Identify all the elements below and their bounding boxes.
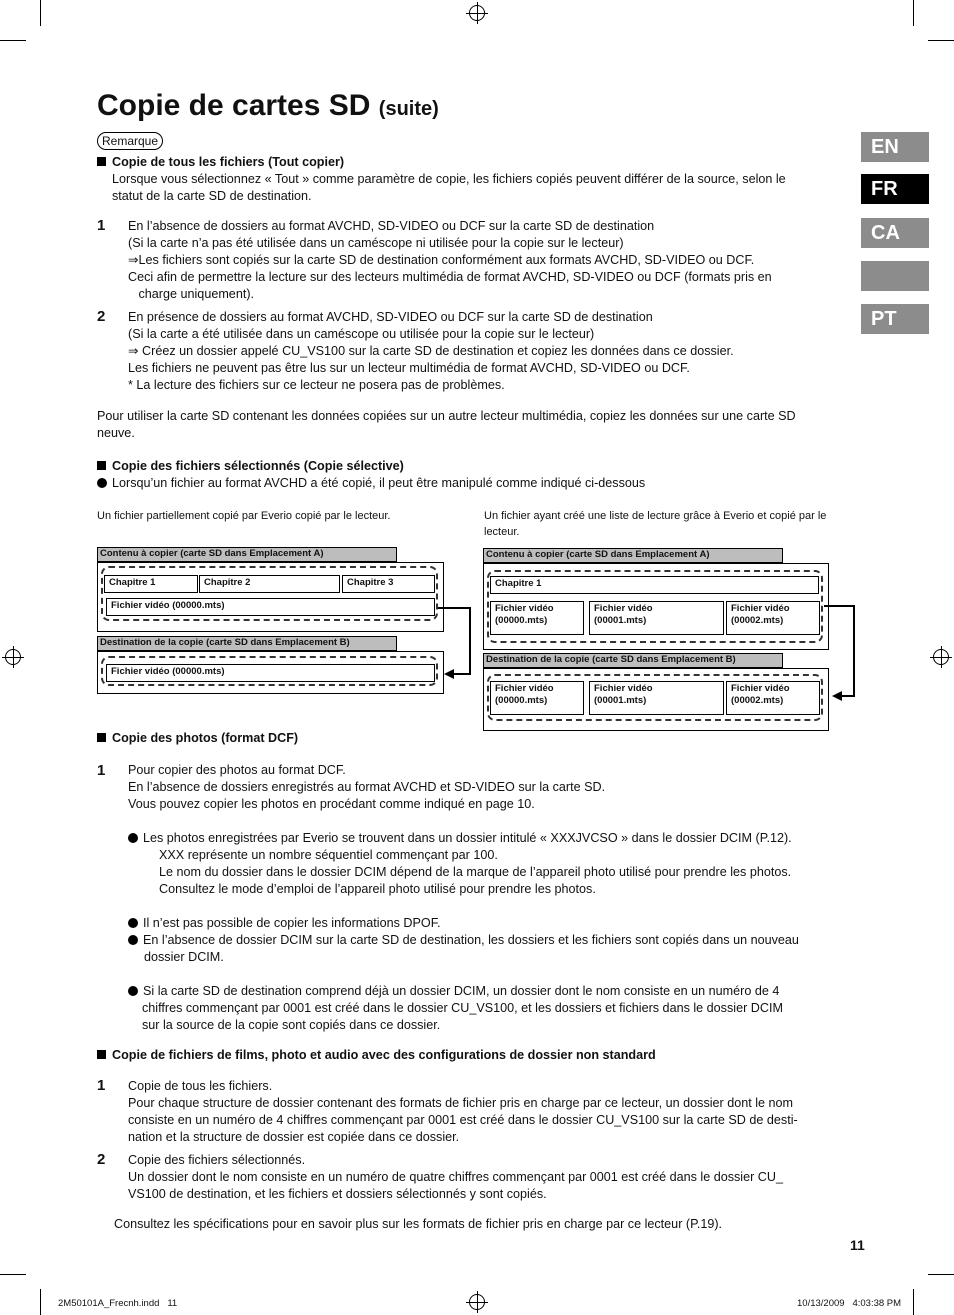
copy-arrow-icon (822, 600, 862, 704)
bullet-item: En l’absence de dossier DCIM sur la carte SD de destination, les dossiers et les fichiers sont copiés dans un nouveau dossier DCIM. (128, 932, 799, 966)
crop-mark (928, 40, 954, 41)
chapter-cell: Chapitre 2 (199, 575, 340, 593)
registration-mark-icon (5, 649, 21, 665)
crop-mark (40, 0, 41, 26)
lang-tab-blank (861, 261, 929, 291)
video-file-cell: Fichier vidéo (00002.mts) (726, 601, 820, 635)
step-number: 1 (97, 762, 106, 779)
registration-mark-icon (933, 649, 949, 665)
step-number: 1 (97, 1077, 106, 1094)
section-heading: Copie des photos (format DCF) (97, 730, 298, 747)
chapter-cell: Chapitre 1 (490, 576, 819, 594)
crop-mark (913, 1289, 914, 1315)
video-file-cell: Fichier vidéo (00000.mts) (490, 601, 584, 635)
destination-label: Destination de la copie (carte SD dans Emplacement B) (97, 636, 397, 651)
video-file-cell: Fichier vidéo (00000.mts) (106, 664, 435, 682)
step-text: Copie des fichiers sélectionnés. Un dossier dont le nom consiste en un numéro de quatre chiffres commençant par 0001 est créé dans le dossier CU_ VS100 de destination, et les fichiers et dossiers sélectionnés y sont copiés. (128, 1153, 783, 1201)
diagram-caption-right: Un fichier ayant créé une liste de lecture grâce à Everio et copié par le lecteur. (484, 510, 827, 538)
copy-arrow-icon (436, 600, 476, 682)
video-file-cell: Fichier vidéo (00001.mts) (589, 681, 724, 715)
chapter-cell: Chapitre 3 (342, 575, 435, 593)
step-number: 2 (97, 308, 106, 325)
registration-mark-icon (469, 1294, 485, 1310)
registration-mark-icon (469, 5, 485, 21)
bullet-item: Si la carte SD de destination comprend déjà un dossier DCIM, un dossier dont le nom consiste en un numéro de 4 chiffres commençant par 0001 est créé dans le dossier CU_VS100, et les dossiers et fichiers dans le dossier DCIM sur la source de la copie sont copiés dans ce dossier. (128, 983, 783, 1034)
bullet-item: Les photos enregistrées par Everio se trouvent dans un dossier intitulé « XXXJVCSO » dans le dossier DCIM (P.12). XXX représente un nombre séquentiel commençant par 100. Le nom du dossier dans le dossier DCIM dépend de la marque de l’appareil photo utilisé pour prendre les photos. Consultez le mode d’emploi de l’appareil photo utilisé pour prendre les photos. (128, 830, 792, 898)
step-number: 2 (97, 1151, 106, 1168)
destination-label: Destination de la copie (carte SD dans Emplacement B) (483, 653, 783, 668)
bullet-item: Lorsqu’un fichier au format AVCHD a été copié, il peut être manipulé comme indiqué ci-dessous (97, 475, 645, 492)
section-heading: Copie de tous les fichiers (Tout copier) (97, 154, 344, 171)
page-number: 11 (850, 1237, 865, 1253)
lang-tab-pt: PT (861, 304, 929, 334)
crop-mark (928, 1274, 954, 1275)
source-label: Contenu à copier (carte SD dans Emplacement A) (483, 548, 783, 563)
paragraph: Lorsque vous sélectionnez « Tout » comme paramètre de copie, les fichiers copiés peuvent différer de la source, selon le statut de la carte SD de destination. (112, 172, 786, 203)
paragraph: Consultez les spécifications pour en savoir plus sur les formats de fichier pris en charge par ce lecteur (P.19). (114, 1217, 723, 1231)
crop-mark (913, 0, 914, 26)
bullet-item: Il n’est pas possible de copier les informations DPOF. (128, 915, 441, 932)
crop-mark (0, 40, 26, 41)
video-file-cell: Fichier vidéo (00000.mts) (490, 681, 584, 715)
video-file-cell: Fichier vidéo (00002.mts) (726, 681, 820, 715)
video-file-cell: Fichier vidéo (00001.mts) (589, 601, 724, 635)
source-label: Contenu à copier (carte SD dans Emplacement A) (97, 547, 397, 562)
chapter-cell: Chapitre 1 (104, 575, 198, 593)
step-number: 1 (97, 217, 106, 234)
lang-tab-ca: CA (861, 218, 929, 248)
crop-mark (0, 1274, 26, 1275)
remark-badge: Remarque (97, 132, 163, 150)
crop-mark (40, 1289, 41, 1315)
paragraph: Pour utiliser la carte SD contenant les données copiées sur un autre lecteur multimédia, copiez les données sur une carte SD neuve. (97, 409, 796, 440)
section-heading: Copie de fichiers de films, photo et audio avec des configurations de dossier non standard (97, 1047, 656, 1064)
footer-timestamp: 10/13/2009 4:03:38 PM (797, 1298, 902, 1309)
step-text: Pour copier des photos au format DCF. En l’absence de dossiers enregistrés au format AVCHD et SD-VIDEO sur la carte SD. Vous pouvez copier les photos en procédant comme indiqué en page 10. (128, 763, 606, 811)
lang-tab-fr: FR (861, 174, 929, 204)
section-heading: Copie des fichiers sélectionnés (Copie sélective) (97, 458, 404, 475)
video-file-cell: Fichier vidéo (00000.mts) (106, 598, 435, 616)
lang-tab-en: EN (861, 132, 929, 162)
footer-filename: 2M50101A_Frecnh.indd 11 (58, 1298, 178, 1309)
step-text: En présence de dossiers au format AVCHD, SD-VIDEO ou DCF sur la carte SD de destination (Si la carte a été utilisée dans un caméscope ou utilisée pour la copie sur le lecteur) ⇒ Créez un dossier appelé CU_VS100 sur la carte SD de destination et copiez les données dans ce dossier. Les fichiers ne peuvent pas être lus sur un lecteur multimédia de format AVCHD, SD-VIDEO ou DCF. * La lecture des fichiers sur ce lecteur ne posera pas de problèmes. (128, 310, 734, 392)
page-title: Copie de cartes SD (suite) (97, 89, 439, 122)
step-text: Copie de tous les fichiers. Pour chaque structure de dossier contenant des formats de fichier pris en charge par ce lecteur, un dossier dont le nom consiste en un numéro de 4 chiffres commençant par 0001 est créé dans le dossier CU_VS100 sur la carte SD de desti- nation et la structure de dossier est copiée dans ce dossier. (128, 1079, 798, 1144)
step-text: En l’absence de dossiers au format AVCHD, SD-VIDEO ou DCF sur la carte SD de destination (Si la carte n’a pas été utilisée dans un caméscope ni utilisée pour la copie sur le lecteur) ⇒Les fichiers sont copiés sur la carte SD de destination conformément aux formats AVCHD, SD-VIDEO ou DCF. Ceci afin de permettre la lecture sur des lecteurs multimédia de format AVCHD, SD-VIDEO ou DCF (formats pris en charge uniquement). (128, 219, 772, 301)
diagram-caption-left: Un fichier partiellement copié par Everio copié par le lecteur. (97, 510, 391, 522)
